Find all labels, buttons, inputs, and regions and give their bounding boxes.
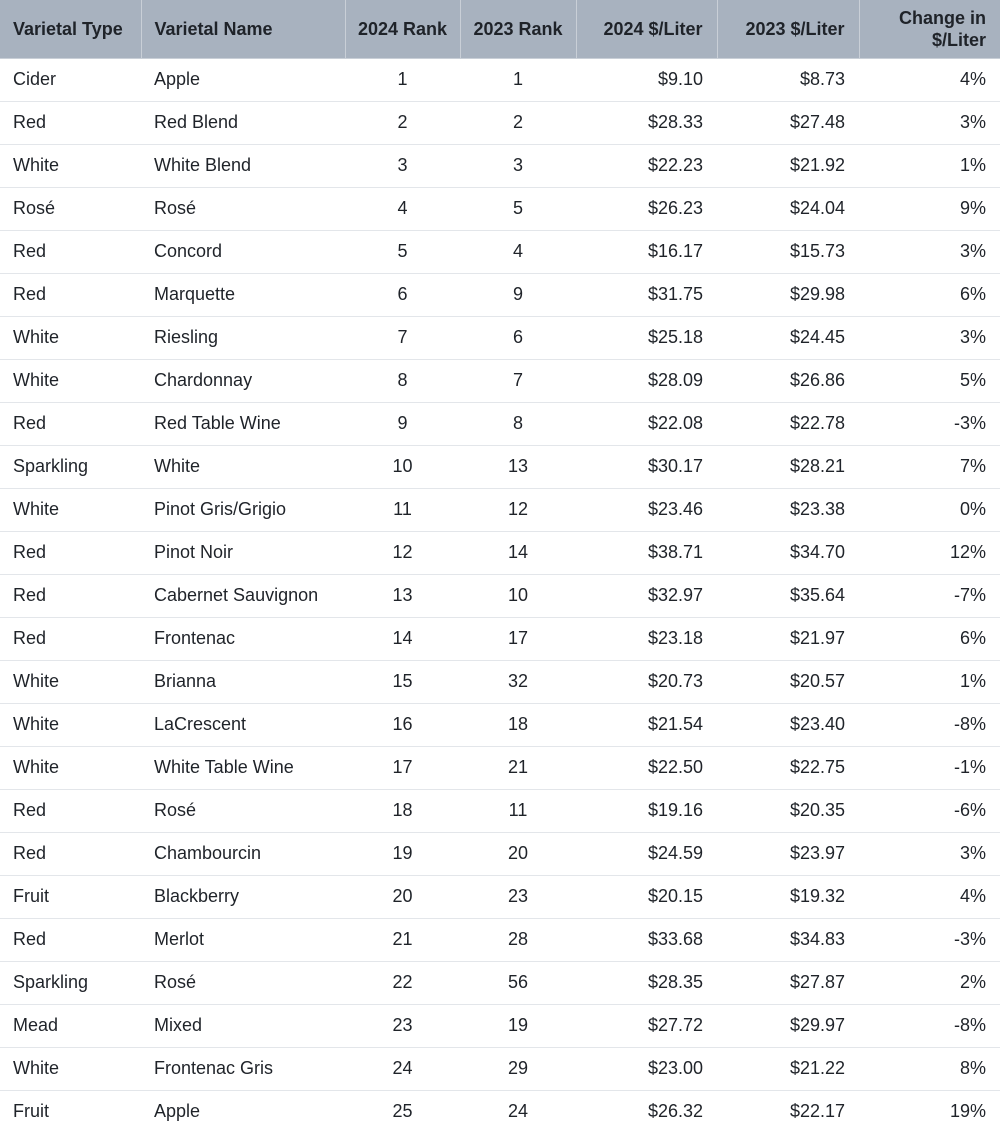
cell-change: 4% (859, 58, 1000, 101)
cell-2024-price: $20.73 (576, 660, 717, 703)
cell-varietal-name: Chambourcin (141, 832, 345, 875)
cell-2023-price: $21.22 (717, 1047, 859, 1090)
cell-2023-price: $20.57 (717, 660, 859, 703)
cell-change: 8% (859, 1047, 1000, 1090)
cell-varietal-name: Apple (154, 1101, 201, 1122)
table-row (0, 832, 1000, 875)
table-row (0, 402, 1000, 445)
cell-varietal-type: Fruit (0, 875, 141, 918)
cell-2024-price: $23.46 (576, 488, 717, 531)
cell-2023-price: $22.75 (717, 746, 859, 789)
cell-2023-rank: 10 (460, 574, 576, 617)
cell-varietal-name: Rosé (141, 789, 345, 832)
table-row (0, 660, 1000, 703)
cell-2023-rank: 20 (460, 832, 576, 875)
cell-2023-rank: 24 (507, 1101, 529, 1122)
cell-2023-rank: 14 (460, 531, 576, 574)
cell-2024-rank: 21 (345, 918, 460, 961)
cell-2024-price: $30.17 (576, 445, 717, 488)
cell-2024-price: $28.35 (576, 961, 717, 1004)
table-row (0, 273, 1000, 316)
cell-2023-price: $26.86 (717, 359, 859, 402)
cell-varietal-name: Rosé (141, 187, 345, 230)
cell-2024-rank: 23 (345, 1004, 460, 1047)
cell-2024-price: $31.75 (576, 273, 717, 316)
header-change: Change in $/Liter (859, 0, 1000, 58)
cell-change: 1% (859, 660, 1000, 703)
cell-2024-price: $38.71 (576, 531, 717, 574)
cell-varietal-type: Red (0, 230, 141, 273)
cell-2023-rank: 2 (460, 101, 576, 144)
cell-2023-rank: 6 (460, 316, 576, 359)
header-varietal-name: Varietal Name (141, 0, 345, 58)
cell-varietal-type: Red (0, 574, 141, 617)
cell-2023-price: $23.40 (717, 703, 859, 746)
cell-2023-rank: 11 (460, 789, 576, 832)
cell-2024-price: $28.33 (576, 101, 717, 144)
cell-varietal-name: Pinot Gris/Grigio (141, 488, 345, 531)
cell-2023-price: $27.48 (717, 101, 859, 144)
cell-varietal-type: Red (0, 531, 141, 574)
cell-2024-rank: 2 (345, 101, 460, 144)
table-row (0, 918, 1000, 961)
cell-varietal-type: White (0, 1047, 141, 1090)
cell-change: -3% (859, 402, 1000, 445)
cell-2024-rank: 5 (345, 230, 460, 273)
table-row (0, 101, 1000, 144)
cell-2024-rank: 16 (345, 703, 460, 746)
cell-2024-price: $22.23 (576, 144, 717, 187)
cell-2024-rank: 6 (345, 273, 460, 316)
cell-2023-rank: 18 (460, 703, 576, 746)
cell-2023-rank: 4 (460, 230, 576, 273)
cell-varietal-type: Cider (0, 58, 141, 101)
cell-2024-rank: 14 (345, 617, 460, 660)
cell-varietal-type: Rosé (0, 187, 141, 230)
cell-2024-rank: 10 (345, 445, 460, 488)
cell-2024-rank: 19 (345, 832, 460, 875)
cell-change: 3% (859, 832, 1000, 875)
cell-2024-rank: 7 (345, 316, 460, 359)
cell-varietal-name: Cabernet Sauvignon (141, 574, 345, 617)
cell-2024-price: $23.00 (576, 1047, 717, 1090)
cell-2023-rank: 23 (460, 875, 576, 918)
cell-2024-price: $32.97 (576, 574, 717, 617)
cell-2023-rank: 7 (460, 359, 576, 402)
table-row (0, 359, 1000, 402)
cell-2023-price: $35.64 (717, 574, 859, 617)
cell-2024-price: $28.09 (576, 359, 717, 402)
cell-change: -1% (859, 746, 1000, 789)
cell-2023-price: $29.98 (717, 273, 859, 316)
cell-change: 0% (859, 488, 1000, 531)
cell-change: 9% (859, 187, 1000, 230)
table-row (0, 961, 1000, 1004)
cell-varietal-type: Fruit (13, 1101, 49, 1122)
cell-2023-price: $19.32 (717, 875, 859, 918)
cell-varietal-name: Frontenac (141, 617, 345, 660)
cell-2023-rank: 29 (460, 1047, 576, 1090)
table-row (0, 1047, 1000, 1090)
cell-varietal-name: Apple (141, 58, 345, 101)
cell-2023-price: $27.87 (717, 961, 859, 1004)
cell-change: -6% (859, 789, 1000, 832)
cell-2024-price: $27.72 (576, 1004, 717, 1047)
cell-varietal-name: White (141, 445, 345, 488)
cell-change: 2% (859, 961, 1000, 1004)
cell-change: 5% (859, 359, 1000, 402)
cell-2024-price: $26.32 (647, 1101, 703, 1122)
cell-varietal-name: White Blend (141, 144, 345, 187)
header-2024-rank: 2024 Rank (345, 0, 460, 58)
cell-2024-price: $22.50 (576, 746, 717, 789)
table-row (0, 531, 1000, 574)
cell-2023-rank: 19 (460, 1004, 576, 1047)
table-row (0, 58, 1000, 101)
cell-2024-price: $22.08 (576, 402, 717, 445)
cell-varietal-type: Red (0, 402, 141, 445)
cell-2024-price: $23.18 (576, 617, 717, 660)
cell-2023-price: $22.17 (789, 1101, 845, 1122)
cell-2023-rank: 9 (460, 273, 576, 316)
table-row (0, 488, 1000, 531)
cell-2023-rank: 8 (460, 402, 576, 445)
cell-change: 6% (859, 273, 1000, 316)
cell-change: -3% (859, 918, 1000, 961)
cell-change: 3% (859, 230, 1000, 273)
header-varietal-type: Varietal Type (0, 0, 141, 58)
table-row (0, 746, 1000, 789)
cell-2023-price: $21.92 (717, 144, 859, 187)
cell-2024-price: $25.18 (576, 316, 717, 359)
cell-change: 3% (859, 101, 1000, 144)
cell-2024-rank: 11 (345, 488, 460, 531)
cell-varietal-name: LaCrescent (141, 703, 345, 746)
cell-2024-rank: 13 (345, 574, 460, 617)
cell-2023-price: $23.97 (717, 832, 859, 875)
cell-varietal-type: White (0, 703, 141, 746)
table-row (0, 144, 1000, 187)
cell-varietal-name: White Table Wine (141, 746, 345, 789)
table-row (0, 230, 1000, 273)
header-2023-rank: 2023 Rank (460, 0, 576, 58)
cell-2023-price: $21.97 (717, 617, 859, 660)
cell-varietal-type: Sparkling (0, 445, 141, 488)
cell-varietal-name: Red Blend (141, 101, 345, 144)
cell-change: 12% (859, 531, 1000, 574)
cell-2024-rank: 9 (345, 402, 460, 445)
cell-varietal-type: Red (0, 617, 141, 660)
cell-2024-rank: 1 (345, 58, 460, 101)
cell-2024-rank: 20 (345, 875, 460, 918)
cell-2023-rank: 21 (460, 746, 576, 789)
cell-2023-price: $34.70 (717, 531, 859, 574)
cell-varietal-type: Red (0, 918, 141, 961)
cell-2024-price: $19.16 (576, 789, 717, 832)
cell-2023-price: $20.35 (717, 789, 859, 832)
table-row (0, 445, 1000, 488)
cell-change: -8% (859, 703, 1000, 746)
cell-2024-price: $24.59 (576, 832, 717, 875)
cell-varietal-name: Rosé (141, 961, 345, 1004)
cell-2024-rank: 4 (345, 187, 460, 230)
table-row (0, 574, 1000, 617)
cell-2023-rank: 32 (460, 660, 576, 703)
cell-varietal-name: Concord (141, 230, 345, 273)
table-row (0, 1004, 1000, 1047)
cell-change: 6% (859, 617, 1000, 660)
cell-change: -8% (859, 1004, 1000, 1047)
cell-varietal-type: Red (0, 273, 141, 316)
cell-2024-price: $9.10 (576, 58, 717, 101)
cell-2023-rank: 56 (460, 961, 576, 1004)
cell-2023-rank: 28 (460, 918, 576, 961)
cell-varietal-type: Red (0, 832, 141, 875)
cell-varietal-type: White (0, 144, 141, 187)
table-row (0, 1090, 1000, 1133)
cell-2024-rank: 12 (345, 531, 460, 574)
cell-2024-price: $21.54 (576, 703, 717, 746)
cell-2024-rank: 24 (345, 1047, 460, 1090)
cell-varietal-type: Sparkling (0, 961, 141, 1004)
cell-varietal-type: White (0, 746, 141, 789)
cell-change: 3% (859, 316, 1000, 359)
cell-varietal-type: Red (0, 789, 141, 832)
cell-2023-price: $23.38 (717, 488, 859, 531)
cell-2023-rank: 13 (460, 445, 576, 488)
cell-varietal-type: Mead (0, 1004, 141, 1047)
table-row (0, 789, 1000, 832)
header-2023-price: 2023 $/Liter (717, 0, 859, 58)
table-row (0, 875, 1000, 918)
cell-2024-price: $26.23 (576, 187, 717, 230)
cell-2023-price: $28.21 (717, 445, 859, 488)
cell-2023-price: $34.83 (717, 918, 859, 961)
cell-varietal-type: White (0, 359, 141, 402)
cell-2024-rank: 3 (345, 144, 460, 187)
cell-2023-rank: 17 (460, 617, 576, 660)
cell-2023-rank: 12 (460, 488, 576, 531)
cell-2024-rank: 18 (345, 789, 460, 832)
cell-change: -7% (859, 574, 1000, 617)
cell-2023-rank: 5 (460, 187, 576, 230)
cell-varietal-name: Mixed (141, 1004, 345, 1047)
table-header (0, 0, 1000, 58)
cell-2023-price: $15.73 (717, 230, 859, 273)
cell-change: 1% (859, 144, 1000, 187)
cell-varietal-name: Chardonnay (141, 359, 345, 402)
table-body (0, 58, 1000, 1133)
table-row (0, 617, 1000, 660)
table-row (0, 187, 1000, 230)
cell-2023-rank: 3 (460, 144, 576, 187)
cell-varietal-type: White (0, 316, 141, 359)
cell-2023-price: $24.04 (717, 187, 859, 230)
cell-2023-price: $22.78 (717, 402, 859, 445)
cell-2024-price: $33.68 (576, 918, 717, 961)
cell-varietal-type: White (0, 488, 141, 531)
cell-varietal-type: Red (0, 101, 141, 144)
cell-varietal-name: Pinot Noir (141, 531, 345, 574)
cell-varietal-name: Blackberry (141, 875, 345, 918)
cell-2024-rank: 15 (345, 660, 460, 703)
cell-2023-price: $24.45 (717, 316, 859, 359)
cell-varietal-name: Marquette (141, 273, 345, 316)
cell-2024-price: $20.15 (576, 875, 717, 918)
cell-varietal-name: Frontenac Gris (141, 1047, 345, 1090)
cell-2023-price: $8.73 (717, 58, 859, 101)
cell-change: 4% (859, 875, 1000, 918)
cell-2023-rank: 1 (460, 58, 576, 101)
cell-change: 19% (949, 1101, 986, 1122)
table-row (0, 316, 1000, 359)
cell-2023-price: $29.97 (717, 1004, 859, 1047)
cell-change: 7% (859, 445, 1000, 488)
cell-varietal-name: Merlot (141, 918, 345, 961)
cell-2024-price: $16.17 (576, 230, 717, 273)
cell-varietal-name: Brianna (141, 660, 345, 703)
cell-2024-rank: 25 (392, 1101, 413, 1122)
cell-varietal-name: Red Table Wine (141, 402, 345, 445)
cell-2024-rank: 22 (345, 961, 460, 1004)
table-row (0, 703, 1000, 746)
cell-varietal-type: White (0, 660, 141, 703)
header-2024-price: 2024 $/Liter (576, 0, 717, 58)
cell-2024-rank: 8 (345, 359, 460, 402)
cell-2024-rank: 17 (345, 746, 460, 789)
header-row (0, 0, 1000, 58)
cell-varietal-name: Riesling (141, 316, 345, 359)
